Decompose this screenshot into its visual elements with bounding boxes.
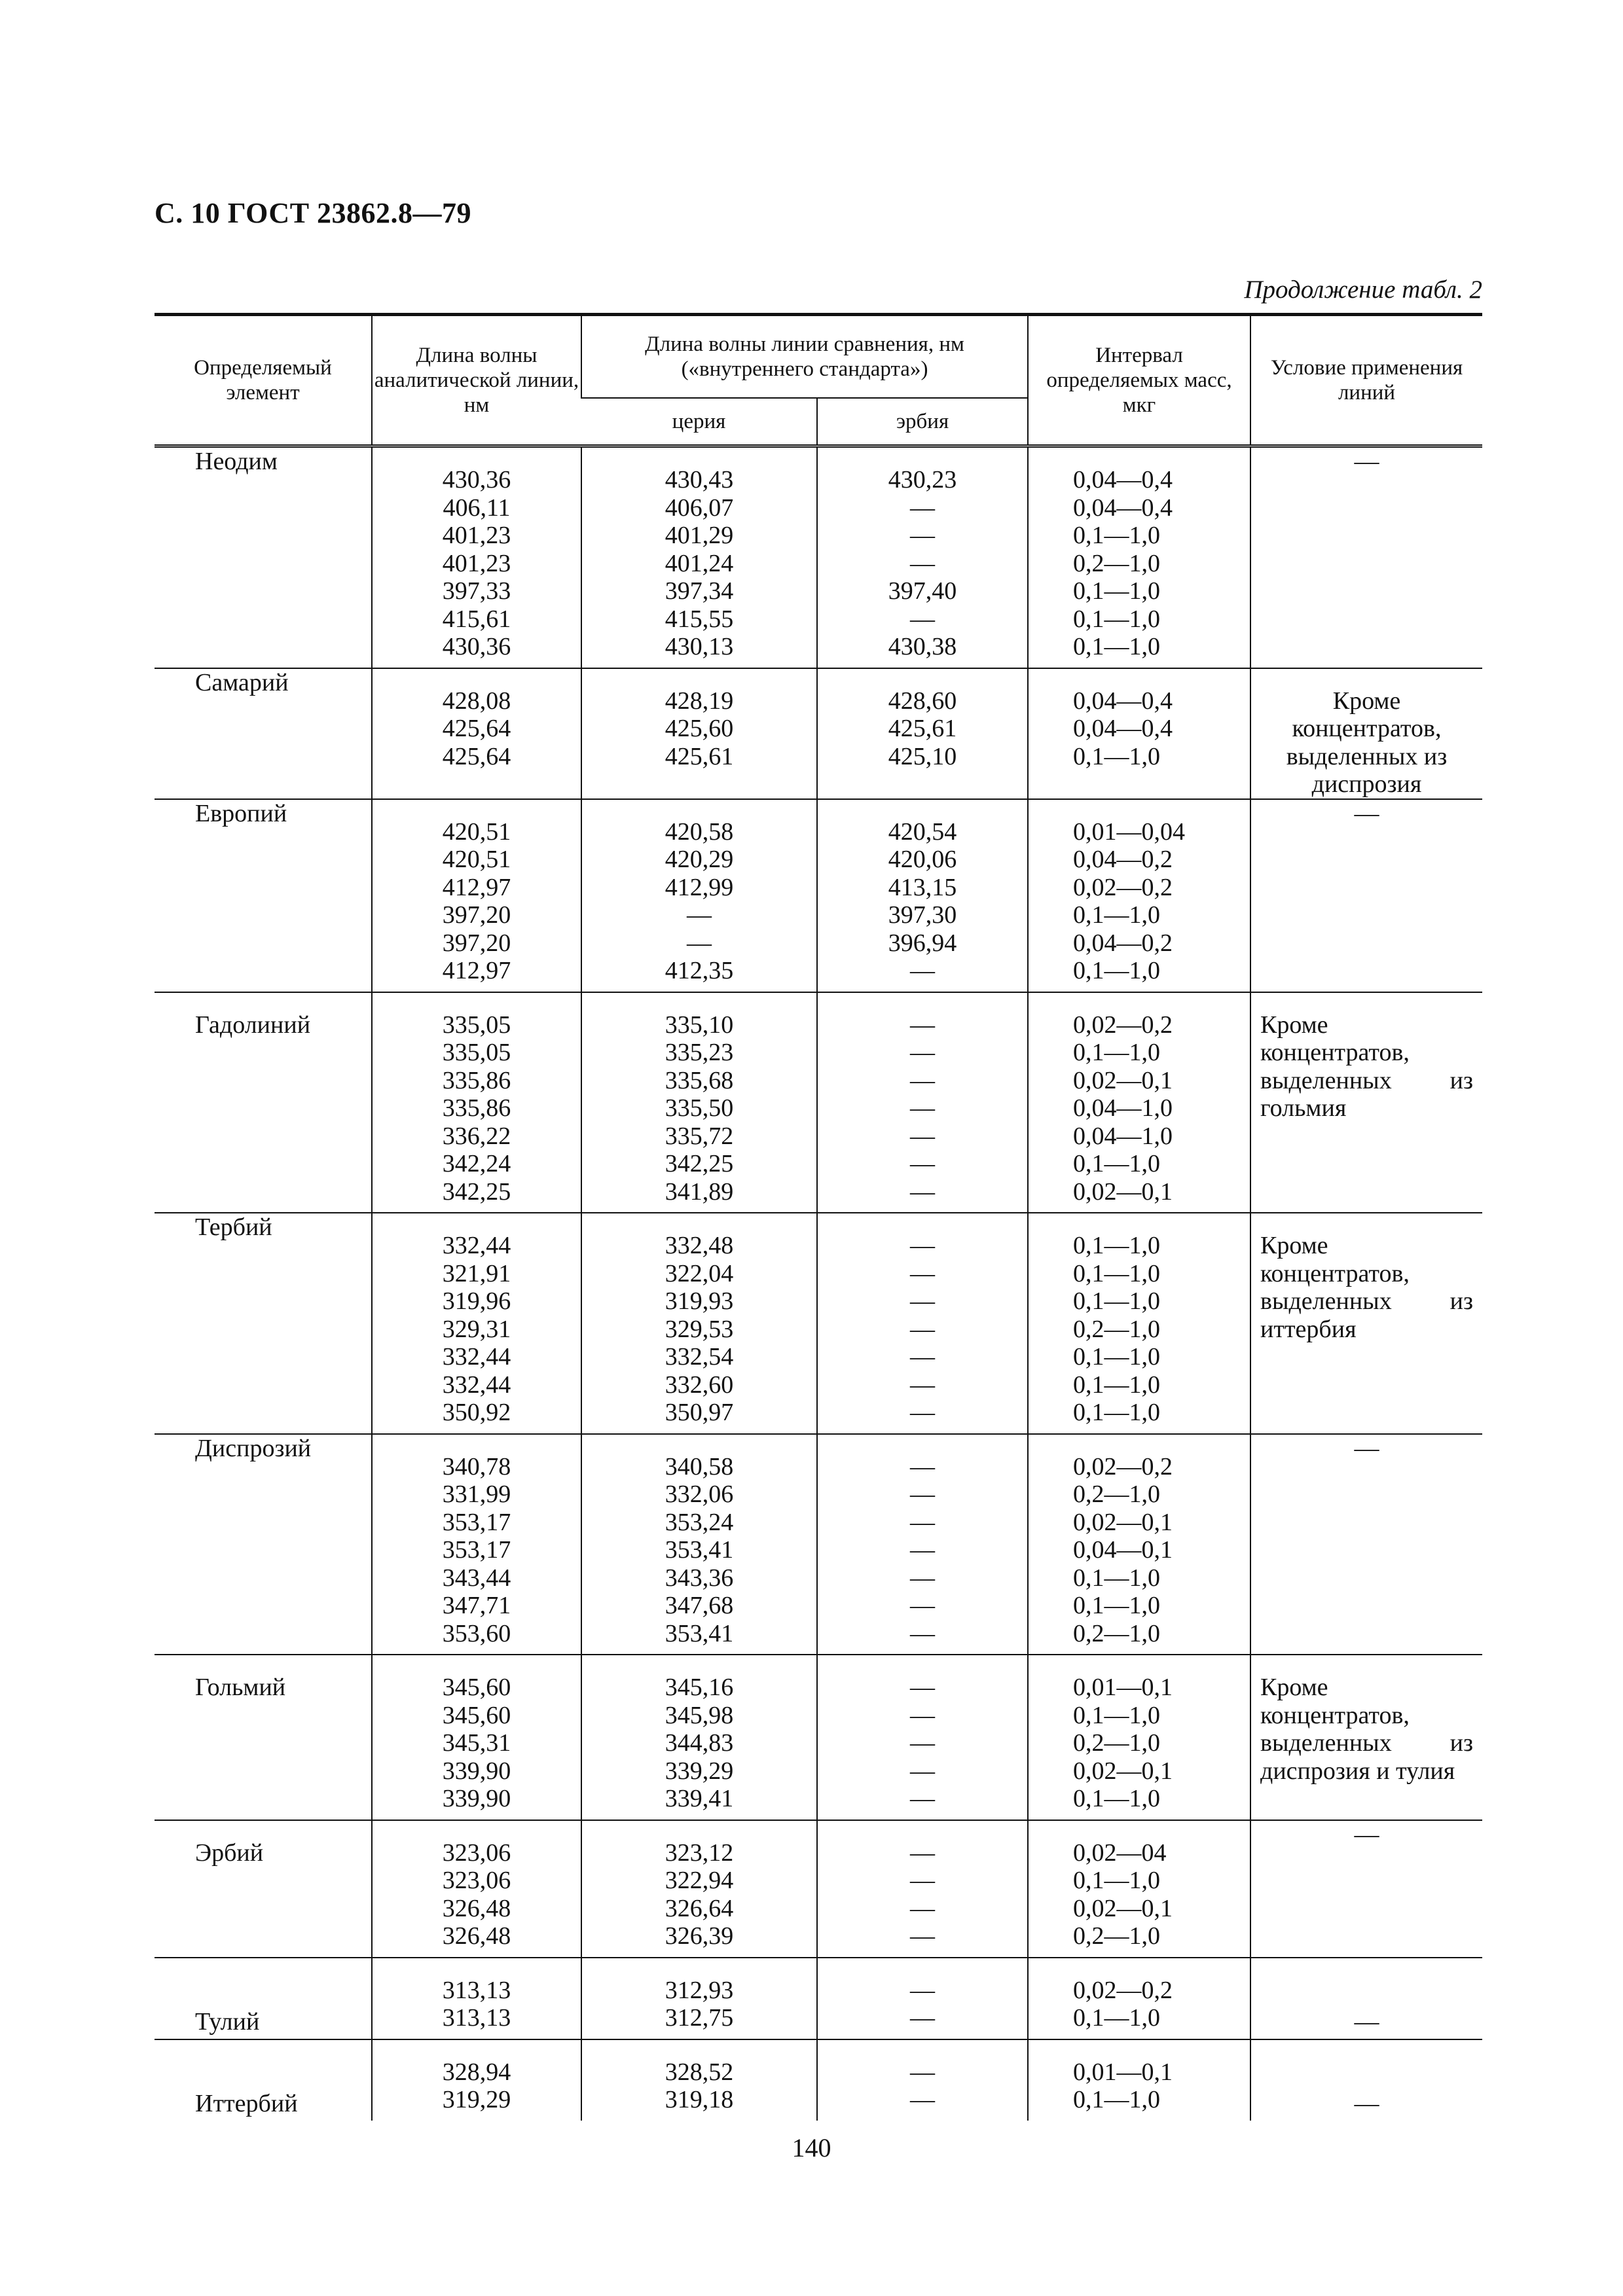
cell-value: 0,1—1,0 [1073,1564,1160,1592]
analytical-values [372,1655,581,1820]
cell-value: — [910,493,935,522]
cell-value: 425,60 [665,715,734,742]
cell-value: 0,01—0,04 [1073,817,1185,846]
header-element: Определяемый элемент [155,315,372,446]
cell-value: 323,06 [442,1867,511,1894]
cell-value: 353,17 [442,1508,511,1536]
cell-value: 347,68 [665,1592,734,1619]
cell-value: — [910,2086,935,2113]
cell-value: — [910,1452,935,1480]
cell-value: 336,22 [442,1122,511,1150]
cell-value: — [687,901,712,929]
cell-value: — [910,1315,935,1343]
condition: Кроме концентратов, выделенных из диспрозия и тулия [1250,1655,1482,1820]
header-cerium: церия [581,398,817,446]
cell-value: 332,48 [665,1232,734,1259]
erbium-values [817,1213,1028,1434]
erbium-values [817,446,1028,668]
cell-value: 0,1—1,0 [1073,1399,1160,1426]
interval-values [1028,1434,1250,1655]
cell-value: 0,02—0,2 [1073,873,1173,901]
analytical-values [372,446,581,668]
condition: — [1250,2039,1482,2121]
cell-value: 415,55 [665,605,734,633]
cerium-values [581,1213,817,1434]
cell-value: 0,1—1,0 [1073,522,1160,549]
table-row [155,1958,1482,2039]
cell-value: 420,51 [442,817,511,846]
cell-value: — [910,2058,935,2086]
cell-value: 347,71 [442,1592,511,1619]
cell-value: — [910,549,935,577]
table-row [155,992,1482,1213]
table-row [155,1213,1482,1434]
cell-value: 0,01—0,1 [1073,1674,1173,1701]
cell-value: — [910,1922,935,1950]
cell-value: — [910,2004,935,2032]
header-mass-interval: Интервал определяемых масс, мкг [1028,315,1250,446]
wavelength-table [155,313,1482,2121]
cerium-values [581,1958,817,2039]
cell-value: 0,1—1,0 [1073,1867,1160,1894]
cell-value: 397,30 [888,901,957,929]
cell-value: 413,15 [888,873,957,901]
cell-value: 0,2—1,0 [1073,549,1160,577]
cell-value: — [910,1508,935,1536]
interval-values [1028,992,1250,1213]
cell-value: 412,99 [665,873,734,901]
cell-value: 0,1—1,0 [1073,1259,1160,1287]
cell-value: 345,31 [442,1729,511,1757]
cell-value: 335,68 [665,1066,734,1094]
cell-value: — [910,1399,935,1426]
cell-value: — [910,1066,935,1094]
cell-value: 0,1—1,0 [1073,1785,1160,1812]
cell-value: — [910,1674,935,1701]
page-number: 140 [792,2133,831,2162]
element-name: Диспрозий [155,1434,372,1655]
cell-value: 339,90 [442,1757,511,1785]
cell-value: 319,18 [665,2086,734,2113]
analytical-values [372,799,581,992]
cell-value: 0,1—1,0 [1073,957,1160,984]
cell-value: 319,96 [442,1287,511,1315]
cerium-values [581,446,817,668]
cell-value: — [910,1619,935,1647]
cell-value: 335,86 [442,1066,511,1094]
cell-value: 335,10 [665,1011,734,1039]
cell-value: 420,51 [442,846,511,873]
analytical-values [372,1958,581,2039]
cell-value: — [910,1011,935,1039]
cell-value: 397,40 [888,577,957,605]
cell-value: 0,02—04 [1073,1839,1167,1867]
cell-value: 0,1—1,0 [1073,1371,1160,1399]
cell-value: 353,41 [665,1536,734,1564]
cell-value: 428,08 [442,687,511,715]
cell-value: 329,31 [442,1315,511,1343]
cell-value: — [910,522,935,549]
condition: — [1250,1820,1482,1958]
cell-value: 430,36 [442,633,511,660]
cell-value: 345,60 [442,1674,511,1701]
cell-value: 343,44 [442,1564,511,1592]
cell-value: — [910,605,935,633]
erbium-values [817,992,1028,1213]
cell-value: — [910,1259,935,1287]
cell-value: 332,44 [442,1371,511,1399]
analytical-values [372,1213,581,1434]
cell-value: 321,91 [442,1259,511,1287]
analytical-values [372,2039,581,2121]
cell-value: 401,24 [665,549,734,577]
cell-value: 428,19 [665,687,734,715]
cell-value: 430,36 [442,466,511,493]
cell-value: — [910,1839,935,1867]
cell-value: 0,1—1,0 [1073,1287,1160,1315]
cell-value: 0,1—1,0 [1073,2004,1160,2032]
interval-values [1028,1958,1250,2039]
cell-value: 412,97 [442,873,511,901]
erbium-values [817,1434,1028,1655]
cell-value: 430,13 [665,633,734,660]
cell-value: 0,2—1,0 [1073,1315,1160,1343]
element-name: Европий [155,799,372,992]
cell-value: 0,2—1,0 [1073,1729,1160,1757]
cell-value: 332,44 [442,1232,511,1259]
table-row [155,1820,1482,1958]
cerium-values [581,1434,817,1655]
cell-value: 412,35 [665,957,734,984]
cell-value: 328,94 [442,2058,511,2086]
cell-value: — [910,1785,935,1812]
cell-value: — [910,1122,935,1150]
cell-value: 412,97 [442,957,511,984]
cell-value: 353,24 [665,1508,734,1536]
condition: Кроме концентратов, выделенных из иттербия [1250,1213,1482,1434]
cell-value: — [910,1287,935,1315]
cell-value: 345,98 [665,1701,734,1729]
cell-value: 0,1—1,0 [1073,577,1160,605]
cell-value: 326,48 [442,1894,511,1922]
cell-value: — [910,1039,935,1066]
cell-value: 312,93 [665,1976,734,2004]
cell-value: 339,29 [665,1757,734,1785]
cell-value: 430,23 [888,466,957,493]
cell-value: 0,02—0,1 [1073,1757,1173,1785]
cell-value: 345,16 [665,1674,734,1701]
table-row [155,1434,1482,1655]
cell-value: 342,25 [665,1150,734,1177]
cell-value: 343,36 [665,1564,734,1592]
cell-value: 397,34 [665,577,734,605]
cell-value: 401,23 [442,549,511,577]
erbium-values [817,1655,1028,1820]
cell-value: 425,64 [442,742,511,770]
cell-value: — [910,1592,935,1619]
cell-value: 0,2—1,0 [1073,1480,1160,1508]
cell-value: — [910,1757,935,1785]
interval-values [1028,1213,1250,1434]
analytical-values [372,1820,581,1958]
cell-value: 0,04—1,0 [1073,1094,1173,1122]
cell-value: 322,94 [665,1867,734,1894]
header-analytical-line: Длина волны аналитической линии, нм [372,315,581,446]
cell-value: 332,54 [665,1343,734,1371]
cerium-values [581,1820,817,1958]
element-name: Самарий [155,668,372,799]
cell-value: 0,1—1,0 [1073,2086,1160,2113]
table-row [155,799,1482,992]
cell-value: 0,1—1,0 [1073,901,1160,929]
cell-value: 322,04 [665,1259,734,1287]
cell-value: 350,97 [665,1399,734,1426]
cell-value: 0,02—0,1 [1073,1066,1173,1094]
erbium-values [817,668,1028,799]
cell-value: 401,29 [665,522,734,549]
interval-values [1028,446,1250,668]
cell-value: 340,58 [665,1452,734,1480]
cell-value: 313,13 [442,2004,511,2032]
cell-value: — [910,1150,935,1177]
condition: — [1250,446,1482,668]
cell-value: 0,1—1,0 [1073,1592,1160,1619]
element-name: Гольмий [155,1655,372,1820]
table-row [155,668,1482,799]
analytical-values [372,668,581,799]
cell-value: 428,60 [888,687,957,715]
erbium-values [817,1958,1028,2039]
cell-value: 326,48 [442,1922,511,1950]
table-row [155,446,1482,668]
cerium-values [581,2039,817,2121]
cell-value: 0,1—1,0 [1073,605,1160,633]
cell-value: 0,04—0,4 [1073,493,1173,522]
cell-value: 335,05 [442,1011,511,1039]
cell-value: 0,04—0,2 [1073,846,1173,873]
cell-value: 420,58 [665,817,734,846]
cell-value: 344,83 [665,1729,734,1757]
page-header: С. 10 ГОСТ 23862.8—79 [155,197,472,229]
cell-value: 342,25 [442,1177,511,1206]
cell-value: 332,44 [442,1343,511,1371]
condition: Кроме концентратов, выделенных из гольмия [1250,992,1482,1213]
cell-value: 0,01—0,1 [1073,2058,1173,2086]
cell-value: — [910,1894,935,1922]
cell-value: 0,1—1,0 [1073,1039,1160,1066]
cell-value: 323,06 [442,1839,511,1867]
cell-value: 425,64 [442,715,511,742]
condition: — [1250,1434,1482,1655]
cell-value: 342,24 [442,1150,511,1177]
element-name: Эрбий [155,1820,372,1958]
cell-value: 329,53 [665,1315,734,1343]
cell-value: 353,41 [665,1619,734,1647]
cell-value: — [910,1564,935,1592]
cell-value: 430,43 [665,466,734,493]
cell-value: — [910,1867,935,1894]
cell-value: 425,61 [888,715,957,742]
erbium-values [817,1820,1028,1958]
cerium-values [581,799,817,992]
cell-value: 420,29 [665,846,734,873]
cell-value: 0,1—1,0 [1073,1150,1160,1177]
cell-value: 406,07 [665,493,734,522]
cell-value: 0,1—1,0 [1073,742,1160,770]
cell-value: 0,1—1,0 [1073,1701,1160,1729]
condition: — [1250,1958,1482,2039]
cell-value: 312,75 [665,2004,734,2032]
cell-value: 0,2—1,0 [1073,1922,1160,1950]
interval-values [1028,2039,1250,2121]
cell-value: 0,1—1,0 [1073,1343,1160,1371]
cell-value: 0,02—0,1 [1073,1508,1173,1536]
cell-value: 0,1—1,0 [1073,1232,1160,1259]
cell-value: 0,02—0,2 [1073,1011,1173,1039]
table-continuation-label: Продолжение табл. 2 [1244,276,1482,304]
cell-value: 397,20 [442,929,511,957]
cell-value: 430,38 [888,633,957,660]
cell-value: 339,90 [442,1785,511,1812]
cell-value: 0,02—0,1 [1073,1177,1173,1206]
condition: Кроме концентратов, выделенных из диспрозия [1250,668,1482,799]
interval-values [1028,668,1250,799]
element-name: Неодим [155,446,372,668]
cell-value: 319,29 [442,2086,511,2113]
erbium-values [817,2039,1028,2121]
cell-value: — [910,1480,935,1508]
cell-value: 353,17 [442,1536,511,1564]
cell-value: — [910,1701,935,1729]
header-erbium: эрбия [817,398,1028,446]
interval-values [1028,1820,1250,1958]
cell-value: 425,61 [665,742,734,770]
cell-value: 332,06 [665,1480,734,1508]
cell-value: 335,50 [665,1094,734,1122]
cell-value: 0,04—1,0 [1073,1122,1173,1150]
cell-value: — [910,1094,935,1122]
cell-value: 0,1—1,0 [1073,633,1160,660]
cell-value: 328,52 [665,2058,734,2086]
table-body [155,446,1482,2121]
cell-value: 345,60 [442,1701,511,1729]
cell-value: 420,06 [888,846,957,873]
cell-value: 326,39 [665,1922,734,1950]
cell-value: 335,05 [442,1039,511,1066]
element-name: Тулий [155,1958,372,2039]
cell-value: 396,94 [888,929,957,957]
cell-value: — [910,1177,935,1206]
element-name: Тербий [155,1213,372,1434]
cell-value: 397,20 [442,901,511,929]
element-name: Гадолиний [155,992,372,1213]
cell-value: — [687,929,712,957]
cell-value: 341,89 [665,1177,734,1206]
cerium-values [581,992,817,1213]
cell-value: 332,60 [665,1371,734,1399]
cell-value: 0,04—0,1 [1073,1536,1173,1564]
condition: — [1250,799,1482,992]
cell-value: 0,02—0,2 [1073,1452,1173,1480]
interval-values [1028,1655,1250,1820]
cell-value: 0,02—0,1 [1073,1894,1173,1922]
cell-value: 335,72 [665,1122,734,1150]
table-row [155,2039,1482,2121]
cell-value: — [910,1232,935,1259]
interval-values [1028,799,1250,992]
cell-value: 420,54 [888,817,957,846]
cell-value: 335,86 [442,1094,511,1122]
cell-value: 350,92 [442,1399,511,1426]
cell-value: 425,10 [888,742,957,770]
cell-value: — [910,1536,935,1564]
cerium-values [581,1655,817,1820]
cell-value: 406,11 [443,493,511,522]
cell-value: 0,2—1,0 [1073,1619,1160,1647]
cell-value: 335,23 [665,1039,734,1066]
cell-value: 397,33 [442,577,511,605]
table-row [155,1655,1482,1820]
cell-value: 319,93 [665,1287,734,1315]
cell-value: 415,61 [442,605,511,633]
cell-value: — [910,957,935,984]
cell-value: 340,78 [442,1452,511,1480]
cell-value: 353,60 [442,1619,511,1647]
header-condition: Условие применения линий [1250,315,1482,446]
cell-value: 401,23 [442,522,511,549]
cell-value: — [910,1729,935,1757]
cell-value: 0,04—0,2 [1073,929,1173,957]
cell-value: 323,12 [665,1839,734,1867]
cell-value: 331,99 [442,1480,511,1508]
cell-value: 0,04—0,4 [1073,715,1173,742]
cell-value: 313,13 [442,1976,511,2004]
cell-value: 0,04—0,4 [1073,466,1173,493]
analytical-values [372,1434,581,1655]
cell-value: — [910,1343,935,1371]
cell-value: 326,64 [665,1894,734,1922]
cell-value: 0,04—0,4 [1073,687,1173,715]
cell-value: — [910,1371,935,1399]
erbium-values [817,799,1028,992]
cell-value: 0,02—0,2 [1073,1976,1173,2004]
header-comparison-line: Длина волны линии сравнения, нм («внутреннего стандарта») [581,315,1028,399]
element-name: Иттербий [195,2090,298,2117]
analytical-values [372,992,581,1213]
cell-value: 339,41 [665,1785,734,1812]
cerium-values [581,668,817,799]
cell-value: — [910,1976,935,2004]
